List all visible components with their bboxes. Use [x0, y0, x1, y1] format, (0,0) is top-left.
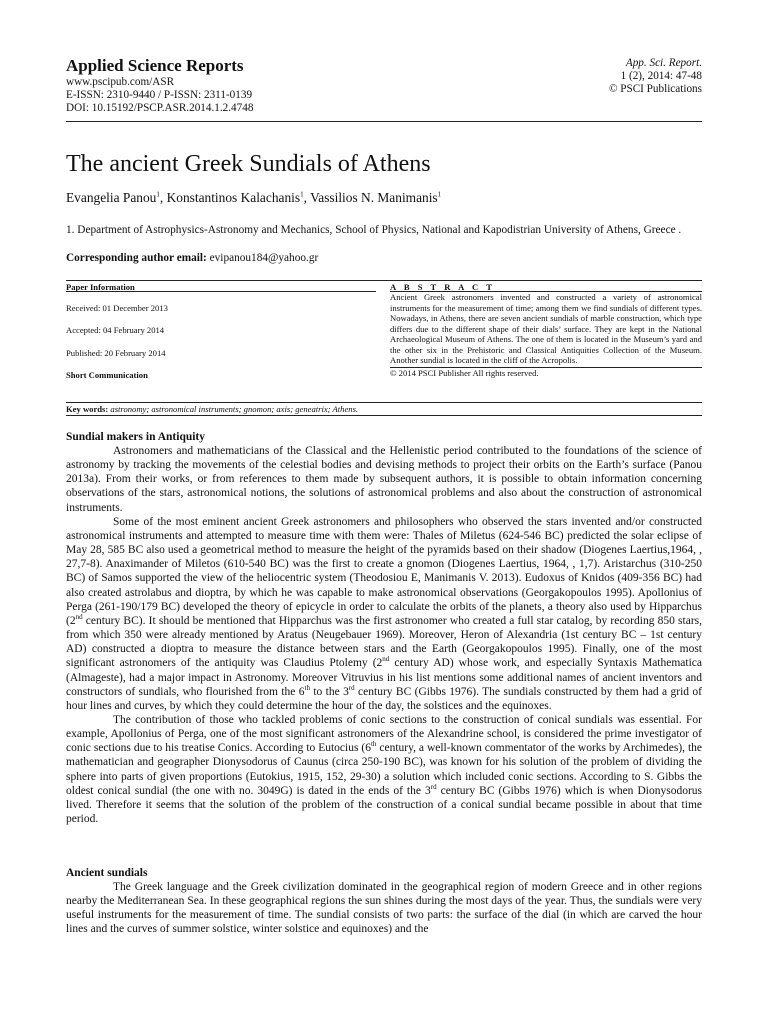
abstract-heading-rule: [390, 291, 702, 292]
author-name: Vassilios N. Manimanis: [310, 190, 438, 205]
article-type: Short Communication: [66, 370, 148, 380]
published-date: Published: 20 February 2014: [66, 347, 166, 358]
section-heading: Ancient sundials: [66, 867, 148, 879]
affiliation-mark: 1: [437, 190, 442, 199]
journal-url[interactable]: www.pscipub.com/ASR: [66, 76, 175, 88]
affiliation-mark: 1: [300, 190, 304, 199]
corresponding-label: Corresponding author email:: [66, 252, 207, 264]
keywords-label: Key words:: [66, 404, 109, 414]
author-list: Evangelia Panou$^1$, Konstantinos Kalachanis$^1$, Vassilios N. Manimanis$^1$: [66, 190, 442, 205]
keywords: [66, 404, 358, 415]
paper-info: [66, 281, 376, 393]
journal-abbrev: App. Sci. Report.: [625, 57, 702, 69]
volume-pages: 1 (2), 2014: 47-48: [620, 70, 702, 82]
affiliation-mark: 1: [156, 190, 160, 199]
citation-block: [609, 57, 702, 96]
corresponding-email[interactable]: evipanou184@yahoo.gr: [206, 252, 319, 264]
keywords-text: astronomy; astronomical instruments; gnomon; axis; geneatrix; Athens.: [108, 404, 359, 414]
body-text: [66, 880, 702, 937]
header-rule: [66, 121, 702, 122]
paper-title: The ancient Greek Sundials of Athens: [66, 151, 431, 177]
copyright-notice: © 2014 PSCI Publisher All rights reserved.: [390, 367, 702, 378]
section-heading: Sundial makers in Antiquity: [66, 431, 206, 443]
paragraph: The contribution of those who tackled problems of conic sections to the construction of conical sundials was essential. For example, Apollonius of Perga, one of the most significant astronomers of the Alexandrine school, is considered the prime investigator of conic sections due to his treatise Conics. According to Eutocius (6th century, a well-known commentator of the works by Archimedes), the mathematician and geographer Dionysodorus of Caunus (circa 250-190 BC), was known for his solution of the problem of dividing the sphere into parts of given proportions (Eutokius, 1915, 152, 29-30) a solution which included conic sections. According to S. Gibbs the oldest conical sundial (the one with no. 3049G) is dated in the ends of the 3rd century BC (Gibbs 1976) which is when Dionysodorus lived. Therefore it seems that the solution of the problem of the construction of a conical sundial became possible in about that time period.: [66, 713, 703, 826]
received-date: Received: 01 December 2013: [66, 302, 168, 313]
abstract-heading: A B S T R A C T: [390, 282, 495, 292]
info-heading-rule: [66, 291, 376, 292]
abstract-text: Ancient Greek astronomers invented and constructed a variety of astronomical instruments for the measurement of time; among them we find sundials of different types. Nowadays, in Athens, there are seven ancient sundials of marble construction, which type differs due to the different shape of their dials’ surface. They are kept in the National Archaeological Museum of Athens. The one of them is located in the Museum’s yard and the other six in the Prehistoric and Classical Antiquities Collection of the Museum. Another sundial is located in the cliff of the Acropolis.: [390, 292, 702, 366]
accepted-date: Accepted: 04 February 2014: [66, 325, 165, 335]
author-name: Evangelia Panou: [66, 190, 157, 205]
abstract: [390, 281, 702, 378]
journal-doi: DOI: 10.15192/PSCP.ASR.2014.1.2.4748: [66, 102, 254, 114]
paragraph: Astronomers and mathematicians of the Classical and the Hellenistic period contributed to the foundations of the science of astronomy by tracking the movements of the celestial bodies and devising methods to project their orbits on the Earth’s surface (Panou 2013a). From their works, or from references to them made by subsequent authors, it is possible to obtain information concerning observations of the stars, astronomical notions, the solutions of astronomical problems and also about the construction of astronomical instruments.: [66, 445, 702, 514]
paper-info-heading: Paper Information: [66, 282, 135, 292]
affiliation: 1. Department of Astrophysics-Astronomy and Mechanics, School of Physics, National and Kapodistrian University of Athens, Greece .: [66, 224, 682, 236]
keywords-bottom-rule: [66, 415, 702, 416]
journal-issn: E-ISSN: 2310-9440 / P-ISSN: 2311-0139: [66, 89, 253, 101]
journal-header: [66, 56, 253, 115]
body-text: [66, 444, 702, 826]
paragraph: Some of the most eminent ancient Greek astronomers and philosophers who observed the stars invented and/or constructed astronomical instruments and attempted to measure time with them were: Thales of Miletus (624-546 BC) predicted the solar eclipse of May 28, 585 BC also used a geometrical method to measure the height of the pyramids based on their shadow (Diogenes Laertius,1964, , 27,7-8). Anaximander of Miletos (610-540 BC) was the first to create a gnomon (Diogenes Laertius, 1964, , 1,7). Aristarchus (310-250 BC) of Samos supported the view of the heliocentric system (Theodosiou E, Manimanis V. 2013). Eudoxus of Knidos (409-356 BC) had also created astrolabus and dioptra, by which he was capable to make astronomical observations (Georgakopoulos 1995). Apollonius of Perga (261-190/179 BC) developed the theory of epicycle in order to calculate the orbits of the planets, a theory also used by Hipparchus (2nd century BC). It should be mentioned that Hipparchus was the first astronomer who created a full star catalog, by recording 850 stars, from which 350 were already mentioned by Aratus (Neugebauer 1969). Moreover, Heron of Alexandria (1st century BC – 1st century AD) constructed a dioptra to measure the distance between stars and the Earth (Georgakopoulos 1995). Finally, one of the most significant astronomers of the antiquity was Claudius Ptolemy (2nd century AD) whose work, and especially Syntaxis Mathematica (Almageste), had a major impact in Astronomy. Moreover Vitruvius in his list mentions some additional names of ancient inventors and constructors of sundials, who flourished from the 6th to the 3rd century BC (Gibbs 1976). The sundials constructed by them had a grid of hour lines and curves, by which they could determine the hour of the day, the solstices and the equinoxes.: [66, 515, 702, 712]
paragraph: The Greek language and the Greek civilization dominated in the geographical region of modern Greece and in other regions nearby the Mediterranean Sea. In these geographical regions the sun shines during the most days of the year. Thus, the sundials were very useful instruments for the measurement of time. The sundial consists of two parts: the surface of the dial (in which are carved the hour lines and the curves of summer solstice, winter solstice and equinoxes) and the: [66, 881, 702, 936]
author-name: Konstantinos Kalachanis: [166, 190, 301, 205]
paper-info-box: [66, 281, 702, 416]
keywords-top-rule: [66, 402, 702, 403]
publisher: © PSCI Publications: [608, 83, 702, 95]
journal-name: Applied Science Reports: [66, 56, 244, 75]
corresponding-author: [66, 251, 318, 265]
